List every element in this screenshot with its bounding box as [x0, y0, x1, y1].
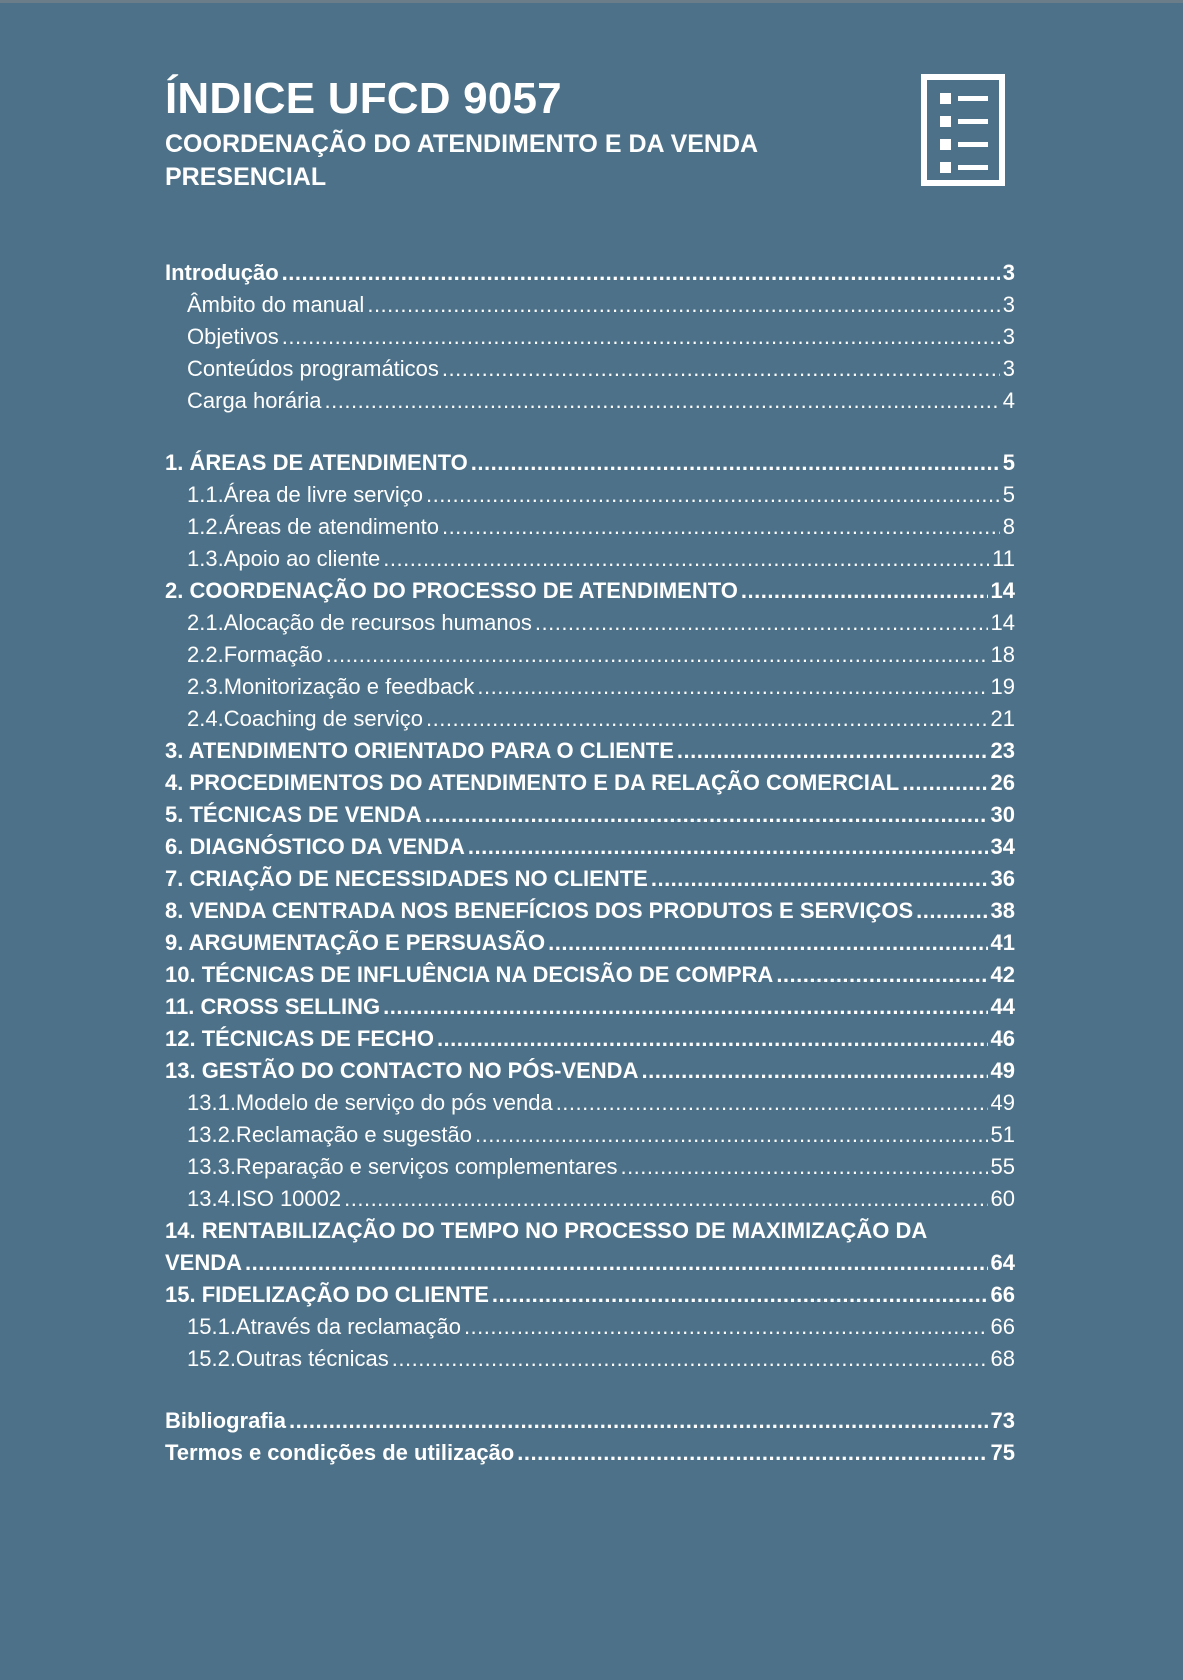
toc-entry-label: 6. DIAGNÓSTICO DA VENDA	[165, 834, 465, 859]
list-icon	[921, 74, 1005, 186]
toc-entry[interactable]	[165, 1023, 1015, 1055]
toc-entry-page: 5	[1002, 482, 1015, 507]
toc-entry-label: 1. ÁREAS DE ATENDIMENTO	[165, 450, 468, 475]
toc-entry[interactable]	[165, 607, 1015, 639]
toc-leader-dots	[477, 671, 987, 703]
toc-entry[interactable]	[165, 1405, 1015, 1437]
toc-entry-page: 14	[990, 578, 1015, 603]
toc-entry-page: 55	[990, 1154, 1015, 1179]
toc-entry-page: 21	[990, 706, 1015, 731]
toc-leader-dots	[326, 639, 988, 671]
toc-leader-dots	[535, 607, 988, 639]
toc-entry-label: 13.4.ISO 10002	[187, 1186, 342, 1211]
toc-entry[interactable]	[165, 671, 1015, 703]
toc-entry[interactable]	[165, 831, 1015, 863]
toc-entry-page: 14	[990, 610, 1015, 635]
toc-entry[interactable]	[165, 257, 1015, 289]
toc-leader-dots	[902, 767, 987, 799]
toc-entry-label: 2.1.Alocação de recursos humanos	[187, 610, 532, 635]
toc-entry-label: 13.2.Reclamação e sugestão	[187, 1122, 472, 1147]
table-of-contents	[165, 257, 1015, 1469]
toc-entry-page: 44	[990, 994, 1015, 1019]
toc-entry-page: 19	[990, 674, 1015, 699]
toc-entry[interactable]	[165, 1183, 1015, 1215]
toc-leader-dots	[383, 543, 989, 575]
toc-leader-dots	[367, 289, 999, 321]
toc-leader-dots	[916, 895, 987, 927]
toc-entry[interactable]	[165, 479, 1015, 511]
toc-entry-label: 15.1.Através da reclamação	[187, 1314, 461, 1339]
toc-entry-label: 5. TÉCNICAS DE VENDA	[165, 802, 422, 827]
toc-entry[interactable]	[165, 447, 1015, 479]
toc-entry-page: 49	[990, 1090, 1015, 1115]
toc-entry-label: 1.2.Áreas de atendimento	[187, 514, 439, 539]
toc-entry[interactable]	[165, 863, 1015, 895]
toc-entry-label: Objetivos	[187, 324, 279, 349]
toc-entry[interactable]	[165, 385, 1015, 417]
page-subtitle: COORDENAÇÃO DO ATENDIMENTO E DA VENDA PRESENCIAL	[165, 130, 758, 191]
toc-entry-page: 34	[990, 834, 1015, 859]
toc-entry[interactable]	[165, 991, 1015, 1023]
toc-entry-label: 2.2.Formação	[187, 642, 323, 667]
toc-leader-dots	[325, 385, 1000, 417]
toc-entry-label: 2. COORDENAÇÃO DO PROCESSO DE ATENDIMENTO	[165, 578, 738, 603]
toc-entry[interactable]	[165, 575, 1015, 607]
toc-entry-label: 7. CRIAÇÃO DE NECESSIDADES NO CLIENTE	[165, 866, 648, 891]
toc-leader-dots	[282, 257, 1000, 289]
toc-entry[interactable]	[165, 639, 1015, 671]
toc-entry-page: 49	[990, 1058, 1015, 1083]
toc-entry[interactable]	[165, 289, 1015, 321]
toc-entry[interactable]	[165, 511, 1015, 543]
toc-leader-dots	[442, 353, 1000, 385]
toc-entry-label: 14. RENTABILIZAÇÃO DO TEMPO NO PROCESSO DE MAXIMIZAÇÃO DA	[165, 1218, 928, 1243]
toc-leader-dots	[425, 799, 988, 831]
top-border	[0, 0, 1183, 3]
toc-entry-page: 8	[1002, 514, 1015, 539]
toc-entry[interactable]	[165, 1055, 1015, 1087]
toc-entry-label: Âmbito do manual	[187, 292, 365, 317]
toc-entry-label: 13. GESTÃO DO CONTACTO NO PÓS-VENDA	[165, 1058, 639, 1083]
toc-entry[interactable]	[165, 767, 1015, 799]
toc-leader-dots	[741, 575, 988, 607]
toc-entry-label: 15.2.Outras técnicas	[187, 1346, 389, 1371]
toc-entry-page: 64	[990, 1250, 1015, 1275]
toc-leader-dots	[426, 479, 1000, 511]
toc-leader-dots	[776, 959, 987, 991]
toc-entry-page: 51	[990, 1122, 1015, 1147]
toc-leader-dots	[383, 991, 987, 1023]
toc-entry-page: 4	[1002, 388, 1015, 413]
toc-entry[interactable]	[165, 1343, 1015, 1375]
toc-entry-label: 12. TÉCNICAS DE FECHO	[165, 1026, 434, 1051]
toc-entry-page: 18	[990, 642, 1015, 667]
toc-entry-page: 23	[990, 738, 1015, 763]
toc-entry-page: 3	[1002, 356, 1015, 381]
toc-entry-page: 3	[1002, 324, 1015, 349]
toc-entry[interactable]	[165, 1087, 1015, 1119]
toc-leader-dots	[468, 831, 988, 863]
page-title: ÍNDICE UFCD 9057	[165, 74, 562, 123]
index-page	[165, 70, 1015, 1465]
toc-entry-page: 68	[990, 1346, 1015, 1371]
toc-leader-dots	[492, 1279, 988, 1311]
toc-entry[interactable]	[165, 735, 1015, 767]
toc-leader-dots	[548, 927, 987, 959]
toc-entry-label: 11. CROSS SELLING	[165, 994, 381, 1019]
toc-entry[interactable]	[165, 799, 1015, 831]
toc-leader-dots	[556, 1087, 988, 1119]
toc-entry[interactable]	[165, 927, 1015, 959]
toc-entry[interactable]	[165, 1119, 1015, 1151]
toc-leader-dots	[392, 1343, 988, 1375]
toc-entry-label: 8. VENDA CENTRADA NOS BENEFÍCIOS DOS PRODUTOS E SERVIÇOS	[165, 898, 914, 923]
toc-entry[interactable]	[165, 1311, 1015, 1343]
toc-entry[interactable]	[165, 959, 1015, 991]
toc-leader-dots	[475, 1119, 988, 1151]
toc-entry-label: 15. FIDELIZAÇÃO DO CLIENTE	[165, 1282, 489, 1307]
toc-leader-dots	[517, 1437, 987, 1469]
toc-entry-page: 30	[990, 802, 1015, 827]
toc-leader-dots	[344, 1183, 987, 1215]
toc-leader-dots	[620, 1151, 987, 1183]
toc-entry-label: 1.3.Apoio ao cliente	[187, 546, 381, 571]
toc-entry-label: 13.3.Reparação e serviços complementares	[187, 1154, 618, 1179]
toc-entry[interactable]	[165, 1215, 1015, 1247]
toc-entry[interactable]	[165, 703, 1015, 735]
toc-entry[interactable]	[165, 1279, 1015, 1311]
toc-entry-label: Carga horária	[187, 388, 322, 413]
toc-entry[interactable]	[165, 1247, 1015, 1279]
toc-leader-dots	[464, 1311, 988, 1343]
toc-entry-label: 1.1.Área de livre serviço	[187, 482, 423, 507]
toc-entry-page: 60	[990, 1186, 1015, 1211]
list-icon-graphic	[927, 80, 999, 180]
toc-entry-page: 75	[990, 1440, 1015, 1465]
toc-leader-dots	[442, 511, 1000, 543]
toc-entry-label: 4. PROCEDIMENTOS DO ATENDIMENTO E DA RELAÇÃO COMERCIAL	[165, 770, 900, 795]
toc-entry-label: 2.3.Monitorização e feedback	[187, 674, 475, 699]
toc-entry-page: 66	[990, 1282, 1015, 1307]
toc-entry-page: 66	[990, 1314, 1015, 1339]
toc-entry-label: 9. ARGUMENTAÇÃO E PERSUASÃO	[165, 930, 546, 955]
toc-entry[interactable]	[165, 543, 1015, 575]
toc-entry-page: 11	[992, 546, 1015, 571]
toc-entry-page: 42	[990, 962, 1015, 987]
toc-entry-label: 3. ATENDIMENTO ORIENTADO PARA O CLIENTE	[165, 738, 674, 763]
toc-entry-label: 13.1.Modelo de serviço do pós venda	[187, 1090, 553, 1115]
toc-leader-dots	[471, 447, 1000, 479]
toc-entry-page: 36	[990, 866, 1015, 891]
toc-leader-dots	[282, 321, 1000, 353]
toc-leader-dots	[289, 1405, 988, 1437]
toc-entry[interactable]	[165, 321, 1015, 353]
toc-entry-page: 73	[990, 1408, 1015, 1433]
toc-entry-page: 26	[990, 770, 1015, 795]
toc-leader-dots	[651, 863, 988, 895]
toc-entry-label: 2.4.Coaching de serviço	[187, 706, 424, 731]
toc-entry-label: Termos e condições de utilização	[165, 1440, 515, 1465]
toc-leader-dots	[437, 1023, 988, 1055]
toc-leader-dots	[245, 1247, 988, 1279]
toc-entry[interactable]	[165, 1437, 1015, 1469]
toc-entry[interactable]	[165, 353, 1015, 385]
toc-entry-page: 41	[990, 930, 1015, 955]
toc-leader-dots	[677, 735, 988, 767]
toc-entry-label: Bibliografia	[165, 1408, 287, 1433]
toc-entry-page: 5	[1002, 450, 1015, 475]
toc-entry-page: 3	[1002, 260, 1015, 285]
toc-entry-page: 3	[1002, 292, 1015, 317]
toc-entry-label: 10. TÉCNICAS DE INFLUÊNCIA NA DECISÃO DE COMPRA	[165, 962, 774, 987]
toc-leader-dots	[641, 1055, 987, 1087]
toc-entry-label: Conteúdos programáticos	[187, 356, 439, 381]
toc-entry-label: Introdução	[165, 260, 279, 285]
toc-entry[interactable]	[165, 895, 1015, 927]
toc-entry-page: 38	[990, 898, 1015, 923]
toc-leader-dots	[426, 703, 987, 735]
toc-entry-label: VENDA	[165, 1250, 243, 1275]
toc-entry-page: 46	[990, 1026, 1015, 1051]
toc-entry[interactable]	[165, 1151, 1015, 1183]
